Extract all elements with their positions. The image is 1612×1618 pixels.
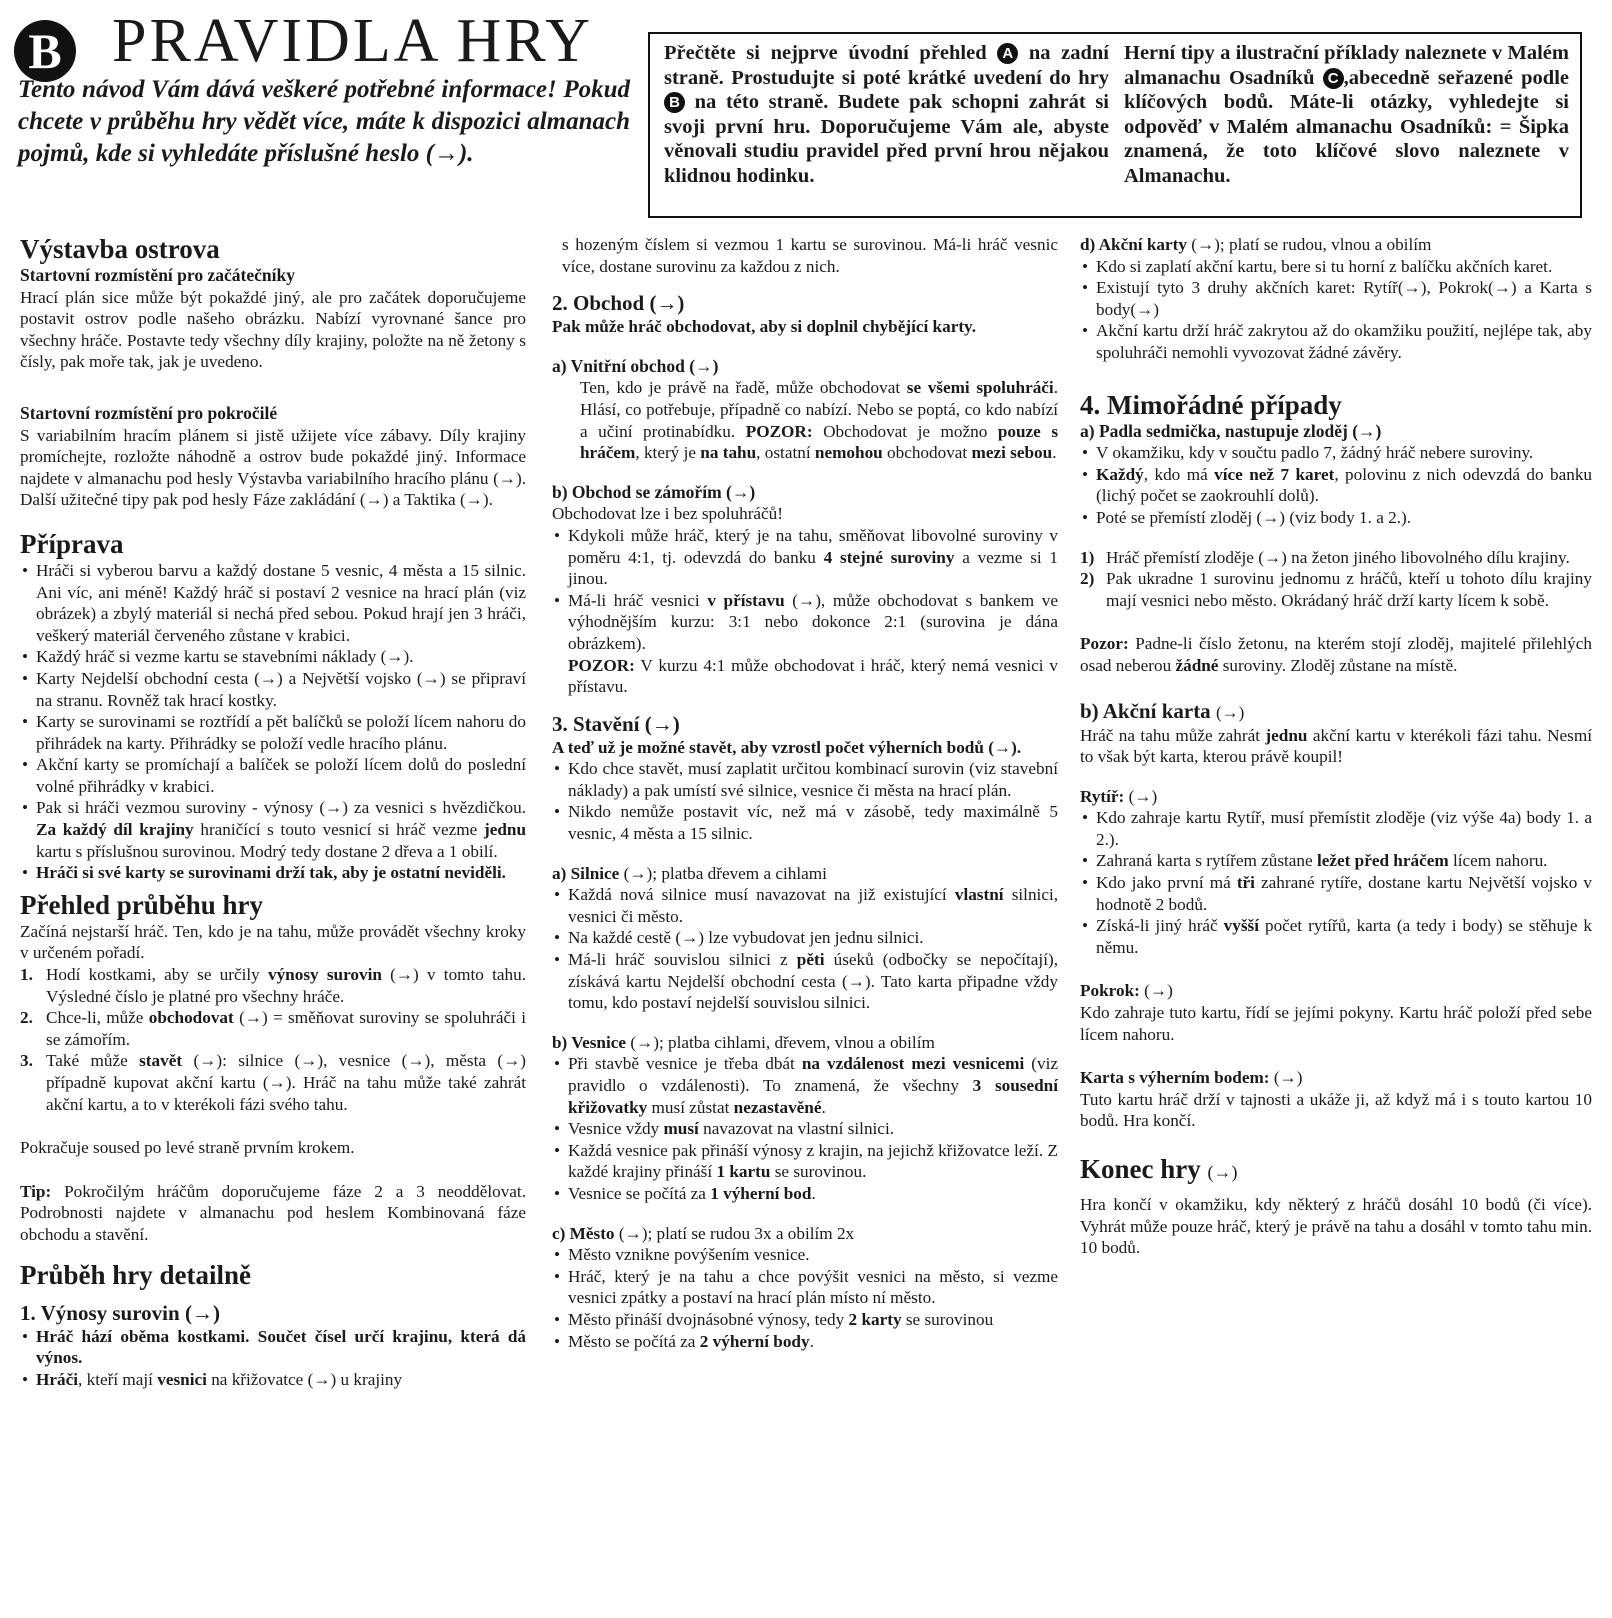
list-priprava (20, 560, 526, 884)
list-item: • Hráči, kteří mají vesnici na křižovatce (→) u krajiny (20, 1369, 526, 1391)
para-prehled: Začíná nejstarší hráč. Ten, kdo je na tahu, může provádět všechny kroky v určeném pořadí. (20, 921, 526, 963)
left-column (20, 234, 526, 1390)
list-item: • Každá nová silnice musí navazovat na již existující vlastní silnici, vesnici či město. (552, 884, 1058, 927)
heading-rytir: Rytíř: (→) (1080, 786, 1158, 806)
heading-sedmicka: a) Padla sedmička, nastupuje zloděj (→) (1080, 420, 1382, 441)
list-item: • Zahraná karta s rytířem zůstane ležet před hráčem lícem nahoru. (1080, 850, 1592, 872)
para-continued: s hozeným číslem si vezmou 1 kartu se surovinou. Má-li hráč vesnic více, dostane surovinu za každou z nich. (562, 235, 1058, 276)
para-akcni-karta: Hráč na tahu může zahrát jednu akční kartu v kterékoli fázi tahu. Nesmí to však být karta, kterou právě koupil! (1080, 725, 1593, 767)
list-item: • Akční kartu drží hráč zakrytou až do okamžiku použití, nejlépe tak, aby spoluhráči nemohli vyvozovat žádné závěry. (1080, 320, 1592, 363)
list-mesto (552, 1244, 1058, 1352)
heading-karta-bod: Karta s výherním bodem: (→) (1080, 1068, 1303, 1088)
list-item: • Vesnice se počítá za 1 výherní bod. (552, 1183, 1058, 1205)
list-item: • Při stavbě vesnice je třeba dbát na vzdálenost mezi vesnicemi (viz pravidlo o vzdálenosti). To znamená, že všechny 3 sousední křižovatky musí zůstat nezastavěné. (552, 1053, 1058, 1118)
list-item: • Hráči si své karty se surovinami drží tak, aby je ostatní neviděli. (20, 862, 526, 884)
heading-konec: Konec hry (→) (1080, 1154, 1238, 1184)
intro-text: Tento návod Vám dává veškeré potřebné informace! Pokud chcete v průběhu hry vědět více, máte k dispozici almanach pojmů, kde si vyhledáte příslušné heslo (→). (18, 76, 630, 167)
list-item: 3. Také může stavět (→): silnice (→), vesnice (→), města (→) případně kupovat akční kartu (→). Hráč na tahu může také zahrát akční kartu, a to v kterékoli fázi svého tahu. (20, 1051, 527, 1114)
list-rytir (1080, 807, 1592, 958)
list-item: • Akční karty se promíchají a balíček se položí lícem dolů do poslední volné přihrádky v krabici. (20, 754, 526, 797)
list-item: • Získá-li jiný hráč vyšší počet rytířů, karta (a tedy i body) se stěhuje k němu. (1080, 915, 1592, 958)
box-text-2a: Herní tipy a ilustrační příklady naleznete v Malém almanachu Osadníků (1124, 42, 1569, 89)
heading-zamori: b) Obchod se zámořím (→) (552, 481, 756, 502)
para-konec: Hra končí v okamžiku, kdy některý z hráčů dosáhl 10 bodů (či více). Vyhrát může pouze hráč, který je právě na tahu a dosáhl v tomto tahu min. 10 bodů. (1080, 1195, 1592, 1258)
para-pokrocili: S variabilním hracím plánem si jistě užijete více zábavy. Díly krajiny promíchejte, rozložte náhodně a ostrov bude pokaždé jiný. Informace najdete v almanachu pod hesly Výstavba variabilního hracího plánu (→). Další užitečné tipy pak pod hesly Fáze zakládání (→) a Taktika (→). (20, 425, 526, 510)
para-vnitrni: Ten, kdo je právě na řadě, může obchodovat se všemi spoluhráči. Hlásí, co potřebuje, případně co nabízí. Nebo se poptá, co kdo nabízí a učiní protinabídku. POZOR: Obchodovat je možno pouze s hráčem, který je na tahu, ostatní nemohou obchodovat mezi sebou. (580, 378, 1059, 463)
heading-vynosy: 1. Výnosy surovin (→) (20, 1300, 220, 1325)
list-item: • Kdo chce stavět, musí zaplatit určitou kombinací surovin (viz stavební náklady) a pak umístí své silnice, vesnice či města na hrací plán. (552, 758, 1058, 801)
box-text-1b: na zadní straně. Prostudujte si poté krátké uvedení do hry (664, 42, 1109, 89)
list-zlodej (1080, 547, 1592, 612)
info-box-left (664, 41, 1109, 188)
info-box (648, 32, 1582, 218)
para-zamori: Obchodovat lze i bez spoluhráčů! (552, 504, 783, 524)
box-text-1c: na této straně. Budete pak schopni zahrát si svoji první hru. Doporučujeme Vám ale, abyste věnovali studiu pravidel před první hrou nějakou klidnou hodinku. (664, 91, 1110, 187)
heading-prubeh: Průběh hry detailně (20, 1259, 252, 1290)
subheading-pokrocili: Startovní rozmístění pro pokročilé (20, 402, 278, 423)
list-item: • Karty se surovinami se roztřídí a pět balíčků se položí lícem nahoru do přihrádek na karty. Přihrádky se položí vedle hracího plánu. (20, 711, 526, 754)
para-pokracuje: Pokračuje soused po levé straně prvním krokem. (20, 1138, 355, 1158)
list-item: 2) Pak ukradne 1 surovinu jednomu z hráčů, kteří u tohoto dílu krajiny mají vesnici nebo město. Okrádaný hráč drží karty lícem k sobě. (1080, 569, 1592, 610)
heading-priprava: Příprava (20, 528, 124, 559)
list-akcni (1080, 256, 1592, 364)
subheading-zacatecnici: Startovní rozmístění pro začátečníky (20, 265, 295, 285)
page-title: PRAVIDLA HRY (112, 7, 594, 75)
marker-a-icon: A (997, 43, 1018, 64)
info-box-right (1124, 41, 1569, 188)
list-item: • Karty Nejdelší obchodní cesta (→) a Největší vojsko (→) se připraví na stranu. Rovněž tak hrací kostky. (20, 668, 526, 711)
tip: Tip: Pokročilým hráčům doporučujeme fáze 2 a 3 neoddělovat. Podrobnosti najdete v almanachu pod heslem Kombinovaná fáze obchodu a stavění. (20, 1181, 526, 1244)
list-item: • Každý hráč si vezme kartu se stavebními náklady (→). (20, 646, 526, 668)
list-item: • Každý, kdo má více než 7 karet, polovinu z nich odevzdá do banku (lichý počet se zaokrouhlí dolů). (1080, 464, 1592, 507)
box-text-2b: ,abecedně seřazené podle klíčových bodů. Máte-li otázky, vyhledejte si odpověď v Malém almanachu Osadníků: = Šipka znamená, že toto klíčové slovo naleznete v Almanachu. (1124, 66, 1569, 187)
list-staveni (552, 758, 1058, 844)
list-vynosy (20, 1326, 526, 1391)
list-item: • Město se počítá za 2 výherní body. (552, 1331, 1058, 1353)
list-item: • Na každé cestě (→) lze vybudovat jen jednu silnici. (552, 927, 1058, 949)
list-item: • Město přináší dvojnásobné výnosy, tedy 2 karty se surovinou (552, 1309, 1058, 1331)
list-sedmicka (1080, 442, 1592, 528)
list-item: • Existují tyto 3 druhy akčních karet: Rytíř(→), Pokrok(→) a Karta s body(→) (1080, 277, 1592, 320)
box-text-1a: Přečtěte si nejprve úvodní přehled (664, 42, 987, 64)
heading-silnice: a) Silnice (→); platba dřevem a cihlami (552, 863, 827, 883)
heading-mesto: c) Město (→); platí se rudou 3x a obilím 2x (552, 1223, 855, 1243)
heading-akcni-karty: d) Akční karty (→); platí se rudou, vlnou a obilím (1080, 235, 1432, 254)
list-item: • Nikdo nemůže postavit víc, než má v zásobě, tedy maximálně 5 vesnic, 4 města a 15 silnic. (552, 801, 1058, 844)
list-zamori (552, 525, 1058, 655)
list-item: • Kdo si zaplatí akční kartu, bere si tu horní z balíčku akčních karet. (1080, 256, 1592, 278)
list-item: • Kdykoli může hráč, který je na tahu, směňovat libovolné suroviny v poměru 4:1, tj. odevzdá do banku 4 stejné suroviny a vezme si 1 jinou. (552, 525, 1058, 590)
list-item: • Vesnice vždy musí navazovat na vlastní silnici. (552, 1118, 1058, 1140)
middle-column (552, 234, 1058, 1352)
pozor-zamori: POZOR: V kurzu 4:1 může obchodovat i hráč, který nemá vesnici v přístavu. (568, 655, 1058, 697)
list-item: • Má-li hráč souvislou silnici z pěti úseků (odbočky se nepočítají), získává kartu Nejdelší obchodní cesta (→). Tato karta připadne vždy tomu, kdo postaví nejdelší souvislou silnici. (552, 949, 1058, 1014)
list-item: • Každá vesnice pak přináší výnosy z krajin, na jejichž křižovatce leží. Z každé krajiny přináší 1 kartu se surovinou. (552, 1140, 1058, 1183)
heading-vnitrni-obchod: a) Vnitřní obchod (→) (552, 355, 719, 376)
list-item: 2. Chce-li, může obchodovat (→) = směňovat suroviny se spoluhráči i se zámořím. (20, 1008, 527, 1049)
list-item: • Město vznikne povýšením vesnice. (552, 1244, 1058, 1266)
heading-akcni-karta: b) Akční karta (→) (1080, 698, 1245, 723)
marker-c-icon: C (1323, 68, 1344, 89)
section-badge: B (14, 20, 76, 82)
para-pokrok: Kdo zahraje tuto kartu, řídí se jejími pokyny. Kartu hráč položí před sebe lícem nahoru. (1080, 1003, 1592, 1044)
list-item: • Hráč, který je na tahu a chce povýšit vesnici na město, si vezme vesnici zpátky a postaví na hrací plán místo ní město. (552, 1266, 1058, 1309)
para-zacatecnici: Hrací plán sice může být pokaždé jiný, ale pro začátek doporučujeme postavit ostrov podle našeho obrázku. Nabízí vyrovnané šance pro všechny hráče. Postavte tedy všechny díly krajiny, položte na ně žetony s čísly, pak moře tak, jak je uvedeno. (20, 287, 526, 372)
heading-vesnice: b) Vesnice (→); platba cihlami, dřevem, vlnou a obilím (552, 1032, 935, 1052)
right-column (1080, 234, 1592, 1259)
list-vesnice (552, 1053, 1058, 1204)
para-karta-bod: Tuto kartu hráč drží v tajnosti a ukáže ji, až když má i s touto kartou 10 bodů. Hra končí. (1080, 1089, 1592, 1131)
obchod-lead: Pak může hráč obchodovat, aby si doplnil chybějící karty. (552, 317, 976, 337)
heading-vystavba: Výstavba ostrova (20, 234, 220, 264)
pozor-zlodej: Pozor: Padne-li číslo žetonu, na kterém stojí zloděj, majitelé přilehlých osad neberou žádné suroviny. Zloděj zůstane na místě. (1080, 634, 1592, 675)
list-kroky (20, 964, 526, 1115)
heading-mimoradne: 4. Mimořádné případy (1080, 389, 1342, 420)
staveni-lead: A teď už je možné stavět, aby vzrostl počet výherních bodů (→). (552, 737, 1022, 757)
list-item: • V okamžiku, kdy v součtu padlo 7, žádný hráč nebere suroviny. (1080, 442, 1592, 464)
list-item: • Má-li hráč vesnici v přístavu (→), může obchodovat s bankem ve výhodnějším kurzu: 3:1 nebo dokonce 2:1 (surovina je dána obrázkem). (552, 590, 1058, 655)
heading-pokrok: Pokrok: (→) (1080, 981, 1173, 1001)
marker-b-icon: B (664, 92, 685, 113)
list-item: • Pak si hráči vezmou suroviny - výnosy (→) za vesnici s hvězdičkou. Za každý díl krajiny hraničící s touto vesnicí si hráč vezme jednu kartu s příslušnou surovinou. Modrý tedy dostane 2 dřeva a 1 obilí. (20, 797, 526, 862)
list-item: 1) Hráč přemístí zloděje (→) na žeton jiného libovolného dílu krajiny. (1080, 547, 1570, 567)
list-item: • Poté se přemístí zloděj (→) (viz body 1. a 2.). (1080, 507, 1592, 529)
list-item: 1. Hodí kostkami, aby se určily výnosy surovin (→) v tomto tahu. Výsledné číslo je platné pro všechny hráče. (20, 965, 527, 1006)
heading-obchod: 2. Obchod (→) (552, 291, 685, 316)
list-silnice (552, 884, 1058, 1014)
heading-prehled: Přehled průběhu hry (20, 889, 264, 920)
list-item: • Kdo zahraje kartu Rytíř, musí přemístit zloděje (viz výše 4a) body 1. a 2.). (1080, 807, 1592, 850)
list-item: • Kdo jako první má tři zahrané rytíře, dostane kartu Největší vojsko v hodnotě 2 bodů. (1080, 872, 1592, 915)
heading-staveni: 3. Stavění (→) (552, 711, 680, 736)
list-item: • Hráči si vyberou barvu a každý dostane 5 vesnic, 4 města a 15 silnic. Ani víc, ani méně! Každý hráč si postaví 2 vesnice na hrací plán (viz obrázek) a zbylý materiál si nechá před sebou. Pokud hrají jen 3 hráči, veškerý materiál červeného zůstane v krabici. (20, 560, 526, 646)
list-item: • Hráč hází oběma kostkami. Součet čísel určí krajinu, která dá výnos. (20, 1326, 526, 1369)
